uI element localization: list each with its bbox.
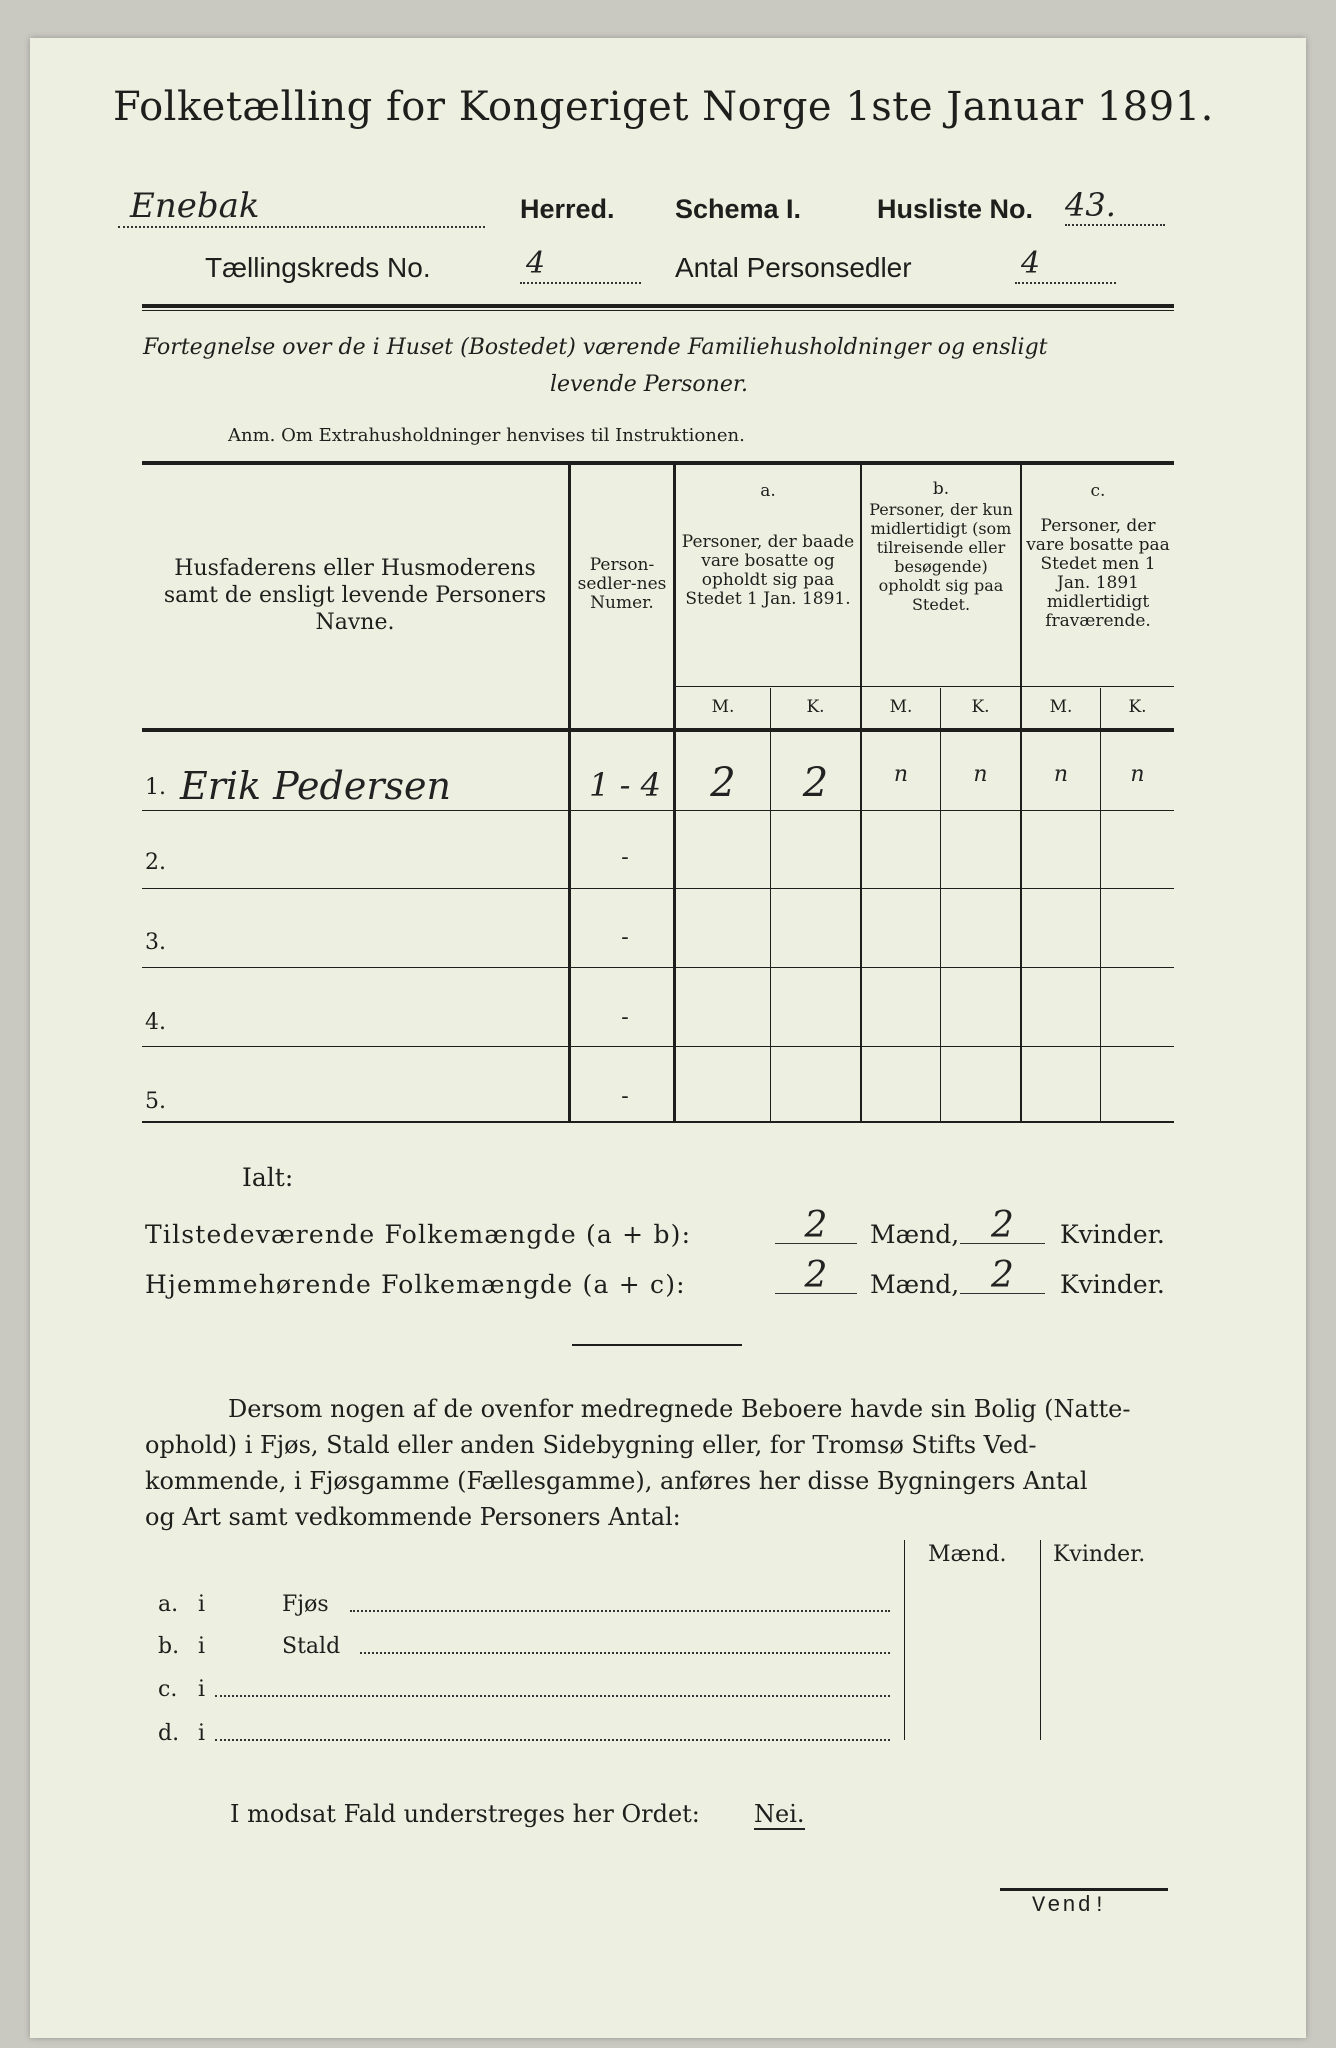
row-line-3: [142, 967, 1174, 968]
col-divider-b-mk: [940, 688, 941, 1121]
building-prep: i: [198, 1677, 206, 1702]
col-divider-a: [860, 465, 862, 1121]
col-a-header: Personer, der baade vare bosatte og opholdt sig paa Stedet 1 Jan. 1891.: [681, 532, 855, 609]
building-dots: [215, 1739, 890, 1741]
c-maend: n: [1053, 762, 1069, 787]
hjemme-label: Hjemmehørende Folkemængde (a + c):: [145, 1270, 686, 1299]
maend-label: Mænd,: [870, 1270, 960, 1299]
buildings-kvinder-header: Kvinder.: [1053, 1542, 1146, 1567]
buildings-para-3: kommende, i Fjøsgamme (Fællesgamme), anføres her disse Bygningers Antal: [145, 1467, 1088, 1495]
modsat-word: Nei.: [754, 1800, 805, 1828]
buildings-para-1: Dersom nogen af de ovenfor medregnede Beboere havde sin Bolig (Natte-: [228, 1395, 1131, 1423]
building-letter: a.: [158, 1592, 179, 1617]
intro-line-1: Fortegnelse over de i Huset (Bostedet) værende Familiehusholdninger og ensligt: [143, 335, 1048, 360]
header-rule-thin: [142, 310, 1174, 311]
kvinder-label: Kvinder.: [1060, 1220, 1165, 1249]
herred-value: Enebak: [118, 186, 485, 228]
row-number: 3.: [145, 930, 166, 955]
form-title: Folketælling for Kongeriget Norge 1ste Januar 1891.: [113, 84, 1214, 130]
buildings-para-2: ophold) i Fjøs, Stald eller anden Sidebygning eller, for Tromsø Stifts Ved-: [145, 1431, 1037, 1459]
personsedler-numer: -: [621, 845, 629, 870]
col-b-letter: b.: [932, 479, 950, 499]
personsedler-label: Antal Personsedler: [675, 252, 912, 283]
row-line-4: [142, 1046, 1174, 1047]
buildings-para-4: og Art samt vedkommende Personers Antal:: [145, 1503, 681, 1531]
col-a-letter: a.: [760, 481, 776, 501]
building-prep: i: [198, 1721, 206, 1746]
kreds-label: Tællingskreds No.: [205, 252, 431, 283]
schema-label: Schema I.: [675, 194, 802, 224]
col-a-m: M.: [711, 697, 735, 717]
col-b-k: K.: [971, 697, 990, 717]
a-maend: 2: [710, 760, 736, 806]
b-kvinder: n: [973, 762, 988, 787]
col-divider-a-mk: [770, 688, 771, 1121]
vend-label: Vend!: [1032, 1893, 1109, 1918]
personsedler-numer: -: [621, 925, 629, 950]
mk-header-rule: [676, 686, 1174, 687]
tilstede-maend: 2: [775, 1205, 857, 1244]
tilstede-label: Tilstedeværende Folkemængde (a + b):: [145, 1220, 692, 1249]
numer-column-header: Person-sedler-nes Numer.: [577, 555, 667, 613]
kreds-value: 4: [520, 246, 641, 284]
building-dots: [360, 1652, 890, 1654]
building-prep: i: [198, 1634, 206, 1659]
col-c-m: M.: [1049, 697, 1073, 717]
row-number: 2.: [145, 850, 166, 875]
ialt-label: Ialt:: [242, 1163, 294, 1192]
col-divider-b: [1020, 465, 1022, 1121]
hjemme-maend: 2: [775, 1255, 857, 1294]
hjemme-kvinder: 2: [960, 1255, 1045, 1294]
personsedler-numer: -: [621, 1005, 629, 1030]
husliste-label: Husliste No.: [877, 194, 1034, 224]
col-divider-names: [568, 465, 571, 1121]
table-bottom-rule: [142, 1121, 1174, 1123]
col-c-k: K.: [1128, 697, 1147, 717]
c-kvinder: n: [1130, 762, 1145, 787]
building-prep: i: [198, 1592, 206, 1617]
b-maend: n: [893, 762, 909, 787]
personsedler-numer: -: [621, 1084, 629, 1109]
building-label: Stald: [282, 1634, 341, 1659]
col-b-header: Personer, der kun midlertidigt (som tilreisende eller besøgende) opholdt sig paa Stedet.: [869, 500, 1013, 614]
anm-note: Anm. Om Extrahusholdninger henvises til Instruktionen.: [228, 425, 745, 446]
col-a-k: K.: [806, 697, 825, 717]
intro-line-2: levende Personer.: [550, 372, 748, 397]
tilstede-kvinder: 2: [960, 1205, 1045, 1244]
col-divider-c-mk: [1100, 688, 1101, 1121]
col-c-letter: c.: [1090, 481, 1106, 501]
section-divider: [572, 1344, 742, 1346]
husliste-value: 43.: [1065, 186, 1165, 226]
row-line-2: [142, 888, 1174, 889]
row-number: 5.: [145, 1089, 166, 1114]
building-letter: d.: [158, 1721, 180, 1746]
row-line-1: [142, 810, 1174, 811]
maend-label: Mænd,: [870, 1220, 960, 1249]
names-column-header: Husfaderens eller Husmoderens samt de ensligt levende Personers Navne.: [163, 556, 547, 635]
buildings-maend-header: Mænd.: [928, 1542, 1007, 1567]
building-dots: [215, 1695, 890, 1697]
buildings-col-divider-2: [1040, 1540, 1041, 1740]
kvinder-label: Kvinder.: [1060, 1270, 1165, 1299]
personsedler-value: 4: [1015, 246, 1116, 284]
col-c-header: Personer, der vare bosatte paa Stedet men 1 Jan. 1891 midlertidigt fraværende.: [1026, 516, 1170, 631]
row-number: 1.: [145, 775, 166, 800]
header-rule: [142, 304, 1174, 308]
household-name: Erik Pedersen: [180, 764, 451, 808]
personsedler-numer: 1 - 4: [589, 766, 661, 804]
vend-rule: [1000, 1888, 1168, 1891]
a-kvinder: 2: [802, 760, 829, 806]
col-b-m: M.: [889, 697, 913, 717]
building-letter: c.: [158, 1677, 178, 1702]
buildings-col-divider-1: [904, 1540, 905, 1740]
building-label: Fjøs: [282, 1592, 329, 1617]
building-letter: b.: [158, 1634, 180, 1659]
building-dots: [350, 1610, 890, 1612]
herred-label: Herred.: [520, 194, 615, 224]
row-number: 4.: [145, 1010, 166, 1035]
modsat-text: I modsat Fald understreges her Ordet:: [230, 1800, 700, 1828]
